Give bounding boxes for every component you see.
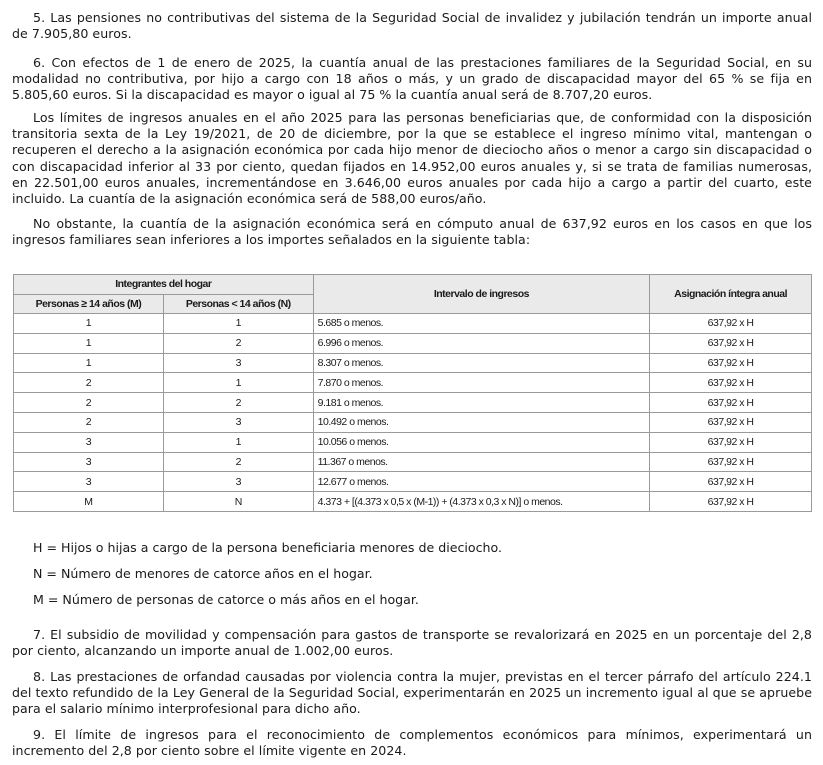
cell-asignacion: 637,92 x H xyxy=(650,353,812,373)
cell-m: M xyxy=(14,492,164,512)
cell-m: 3 xyxy=(14,432,164,452)
cell-ingresos: 6.996 o menos. xyxy=(313,333,650,353)
table-row xyxy=(14,452,812,472)
table-row xyxy=(14,373,812,393)
cell-asignacion: 637,92 x H xyxy=(650,452,812,472)
cell-m: 1 xyxy=(14,314,164,334)
cell-n: N xyxy=(163,492,313,512)
paragraph-5: 5. Las pensiones no contributivas del sistema de la Seguridad Social de invalidez y jubilación tendrán un importe anual de 7.905,80 euros. xyxy=(12,10,812,42)
paragraph-8: 8. Las prestaciones de orfandad causadas por violencia contra la mujer, previstas en el tercer párrafo del artículo 224.1 del texto refundido de la Ley General de la Seguridad Social, experimentarán en 2025 un incremento igual al que se apruebe para el salario mínimo interprofesional para dicho año. xyxy=(12,669,812,717)
cell-ingresos: 4.373 + [(4.373 x 0,5 x (M-1)) + (4.373 x 0,3 x N)] o menos. xyxy=(313,492,650,512)
income-table-body xyxy=(14,314,812,512)
cell-asignacion: 637,92 x H xyxy=(650,373,812,393)
cell-ingresos: 8.307 o menos. xyxy=(313,353,650,373)
header-personas-m: Personas ≥ 14 años (M) xyxy=(14,294,164,314)
cell-m: 3 xyxy=(14,472,164,492)
cell-ingresos: 7.870 o menos. xyxy=(313,373,650,393)
paragraph-7: 7. El subsidio de movilidad y compensación para gastos de transporte se revalorizará en 2025 en un porcentaje del 2,8 por ciento, alcanzando un importe anual de 1.002,00 euros. xyxy=(12,627,812,659)
table-row xyxy=(14,314,812,334)
paragraph-limites-ingresos: Los límites de ingresos anuales en el año 2025 para las personas beneficiarias que, de conformidad con la disposición transitoria sexta de la Ley 19/2021, de 20 de diciembre, por la que se establece el ingreso mínimo vital, mantengan o recuperen el derecho a la asignación económica por cada hijo menor de dieciocho años o menor a cargo sin discapacidad o con discapacidad inferior al 33 por ciento, quedan fijados en 14.952,00 euros anuales y, si se trata de familias numerosas, en 22.501,00 euros anuales, incrementándose en 3.646,00 euros anuales por cada hijo a cargo a partir del cuarto, este incluido. La cuantía de la asignación económica será de 588,00 euros/año. xyxy=(12,110,812,207)
cell-m: 2 xyxy=(14,373,164,393)
cell-ingresos: 11.367 o menos. xyxy=(313,452,650,472)
definition-h: H = Hijos o hijas a cargo de la persona beneficiaria menores de dieciocho. xyxy=(33,540,502,555)
cell-asignacion: 637,92 x H xyxy=(650,432,812,452)
cell-n: 2 xyxy=(163,452,313,472)
cell-m: 2 xyxy=(14,393,164,413)
cell-ingresos: 10.492 o menos. xyxy=(313,412,650,432)
cell-n: 2 xyxy=(163,393,313,413)
cell-asignacion: 637,92 x H xyxy=(650,412,812,432)
table-row xyxy=(14,412,812,432)
table-row xyxy=(14,353,812,373)
cell-asignacion: 637,92 x H xyxy=(650,472,812,492)
definition-n: N = Número de menores de catorce años en el hogar. xyxy=(33,566,373,581)
cell-ingresos: 9.181 o menos. xyxy=(313,393,650,413)
cell-n: 1 xyxy=(163,314,313,334)
cell-m: 1 xyxy=(14,353,164,373)
income-table xyxy=(13,274,812,512)
cell-n: 2 xyxy=(163,333,313,353)
paragraph-9: 9. El límite de ingresos para el reconocimiento de complementos económicos para mínimos, experimentará un incremento del 2,8 por ciento sobre el límite vigente en 2024. xyxy=(12,727,812,759)
paragraph-no-obstante: No obstante, la cuantía de la asignación económica será en cómputo anual de 637,92 euros en los casos en que los ingresos familiares sean inferiores a los importes señalados en la siguiente tabla: xyxy=(12,216,812,248)
table-row xyxy=(14,492,812,512)
cell-asignacion: 637,92 x H xyxy=(650,314,812,334)
cell-m: 3 xyxy=(14,452,164,472)
cell-n: 3 xyxy=(163,353,313,373)
paragraph-6: 6. Con efectos de 1 de enero de 2025, la cuantía anual de las prestaciones familiares de la Seguridad Social, en su modalidad no contributiva, por hijo a cargo con 18 años o más, y un grado de discapacidad mayor del 65 % se fija en 5.805,60 euros. Si la discapacidad es mayor o igual al 75 % la cuantía anual será de 8.707,20 euros. xyxy=(12,55,812,103)
cell-m: 1 xyxy=(14,333,164,353)
header-personas-n: Personas < 14 años (N) xyxy=(163,294,313,314)
cell-n: 3 xyxy=(163,472,313,492)
header-intervalo-ingresos: Intervalo de ingresos xyxy=(313,275,650,314)
cell-ingresos: 10.056 o menos. xyxy=(313,432,650,452)
header-asignacion-integra: Asignación íntegra anual xyxy=(650,275,812,314)
cell-m: 2 xyxy=(14,412,164,432)
cell-asignacion: 637,92 x H xyxy=(650,333,812,353)
income-table-header xyxy=(14,275,812,314)
table-row xyxy=(14,393,812,413)
table-row xyxy=(14,333,812,353)
cell-n: 1 xyxy=(163,432,313,452)
cell-n: 3 xyxy=(163,412,313,432)
cell-asignacion: 637,92 x H xyxy=(650,393,812,413)
cell-ingresos: 12.677 o menos. xyxy=(313,472,650,492)
cell-ingresos: 5.685 o menos. xyxy=(313,314,650,334)
header-integrantes-hogar: Integrantes del hogar xyxy=(14,275,314,295)
table-row xyxy=(14,432,812,452)
cell-n: 1 xyxy=(163,373,313,393)
table-row xyxy=(14,472,812,492)
definition-m: M = Número de personas de catorce o más años en el hogar. xyxy=(33,592,419,607)
cell-asignacion: 637,92 x H xyxy=(650,492,812,512)
